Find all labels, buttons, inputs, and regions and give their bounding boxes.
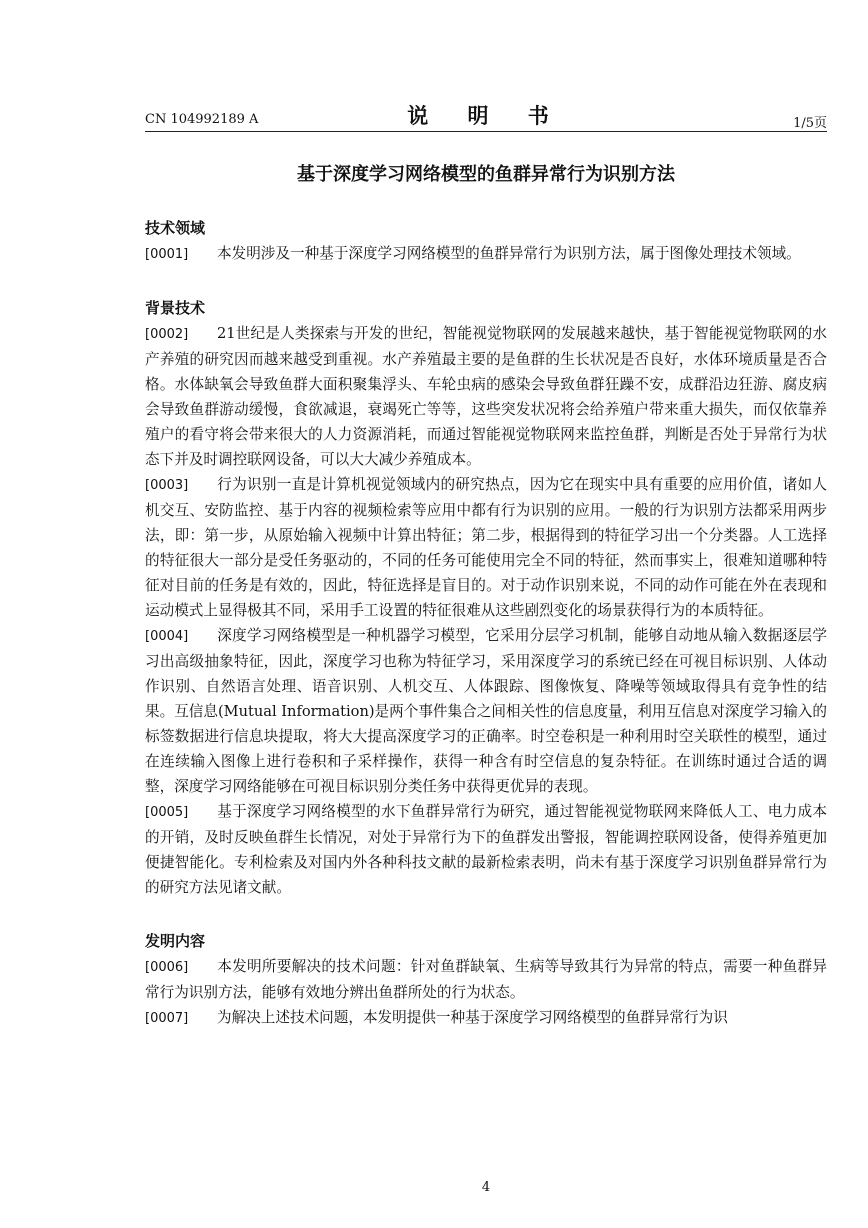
paragraph-text: 本发明所要解决的技术问题：针对鱼群缺氧、生病等导致其行为异常的特点，需要一种鱼群异常行为识别方法，能够有效地分辨出鱼群所处的行为状态。 <box>145 958 827 1001</box>
paragraph-number: [0001] <box>145 247 189 262</box>
document-title: 基于深度学习网络模型的鱼群异常行为识别方法 <box>297 164 675 185</box>
section-spacer <box>145 267 827 296</box>
paragraph-text: 21世纪是人类探索与开发的世纪，智能视觉物联网的发展越来越快，基于智能视觉物联网的水产养殖的研究因而越来越受到重视。水产养殖最主要的是鱼群的生长状况是否良好，水体环境质量是否合格。水体缺氧会导致鱼群大面积聚集浮头、车轮虫病的感染会导致鱼群狂躁不安，成群沿边狂游、腐皮病会导致鱼群游动缓慢，食欲减退，衰竭死亡等等，这些突发状况将会给养殖户带来重大损失，而仅依靠养殖户的看守将会带来很大的人力资源消耗，而通过智能视觉物联网来监控鱼群，判断是否处于异常行为状态下并及时调控联网设备，可以大大减少养殖成本。 <box>145 325 827 468</box>
paragraph-number: [0002] <box>145 327 189 342</box>
page-indicator: 1/5页 <box>793 116 827 131</box>
paragraph <box>145 1005 827 1031</box>
paragraph-text: 基于深度学习网络模型的水下鱼群异常行为研究，通过智能视觉物联网来降低人工、电力成本的开销，及时反映鱼群生长情况，对处于异常行为下的鱼群发出警报，智能调控联网设备，使得养殖更加便捷智能化。专利检索及对国内外各种科技文献的最新检索表明，尚未有基于深度学习识别鱼群异常行为的研究方法见诸文献。 <box>145 803 827 896</box>
paragraph-text: 为解决上述技术问题，本发明提供一种基于深度学习网络模型的鱼群异常行为识 <box>217 1009 728 1026</box>
paragraph-text: 本发明涉及一种基于深度学习网络模型的鱼群异常行为识别方法，属于图像处理技术领域。 <box>217 245 801 262</box>
paragraph-number: [0003] <box>145 478 189 493</box>
paragraph <box>145 799 827 900</box>
paragraph <box>145 623 827 799</box>
paragraph <box>145 321 827 472</box>
section-heading-background: 背景技术 <box>145 299 206 317</box>
paragraph <box>145 472 827 623</box>
paragraph-number: [0006] <box>145 960 189 975</box>
section-spacer <box>145 900 827 929</box>
paragraph <box>145 241 827 267</box>
paragraph-text: 深度学习网络模型是一种机器学习模型，它采用分层学习机制，能够自动地从输入数据逐层学习出高级抽象特征，因此，深度学习也称为特征学习，采用深度学习的系统已经在可视目标识别、人体动作识别、自然语言处理、语音识别、人机交互、人体跟踪、图像恢复、降噪等领域取得具有竞争性的结果。互信息(Mutual Information)是两个事件集合之间相关性的信息度量，利用互信息对深度学习输入的标签数据进行信息块提取，将大大提高深度学习的正确率。时空卷积是一种利用时空关联性的模型，通过在连续输入图像上进行卷积和子采样操作，获得一种含有时空信息的复杂特征。在训练时通过合适的调整，深度学习网络能够在可视目标识别分类任务中获得更优异的表现。 <box>145 627 827 795</box>
patent-number: CN 104992189 A <box>145 112 259 127</box>
paragraph-number: [0007] <box>145 1011 189 1026</box>
document-type: 说 明 书 <box>407 103 565 128</box>
page-header <box>145 98 827 132</box>
page-number: 4 <box>481 1180 491 1195</box>
document-body <box>145 216 827 1031</box>
paragraph-number: [0004] <box>145 629 189 644</box>
header-rule <box>145 131 827 132</box>
section-heading-technical-field: 技术领域 <box>145 219 206 237</box>
paragraph-number: [0005] <box>145 805 189 820</box>
paragraph <box>145 954 827 1005</box>
paragraph-text: 行为识别一直是计算机视觉领域内的研究热点，因为它在现实中具有重要的应用价值，诸如人机交互、安防监控、基于内容的视频检索等应用中都有行为识别的应用。一般的行为识别方法都采用两步法，即：第一步，从原始输入视频中计算出特征；第二步，根据得到的特征学习出一个分类器。人工选择的特征很大一部分是受任务驱动的，不同的任务可能使用完全不同的特征，然而事实上，很难知道哪种特征对目前的任务是有效的，因此，特征选择是盲目的。对于动作识别来说，不同的动作可能在外在表现和运动模式上显得极其不同，采用手工设置的特征很难从这些剧烈变化的场景获得行为的本质特征。 <box>145 476 827 619</box>
section-heading-summary: 发明内容 <box>145 932 206 950</box>
